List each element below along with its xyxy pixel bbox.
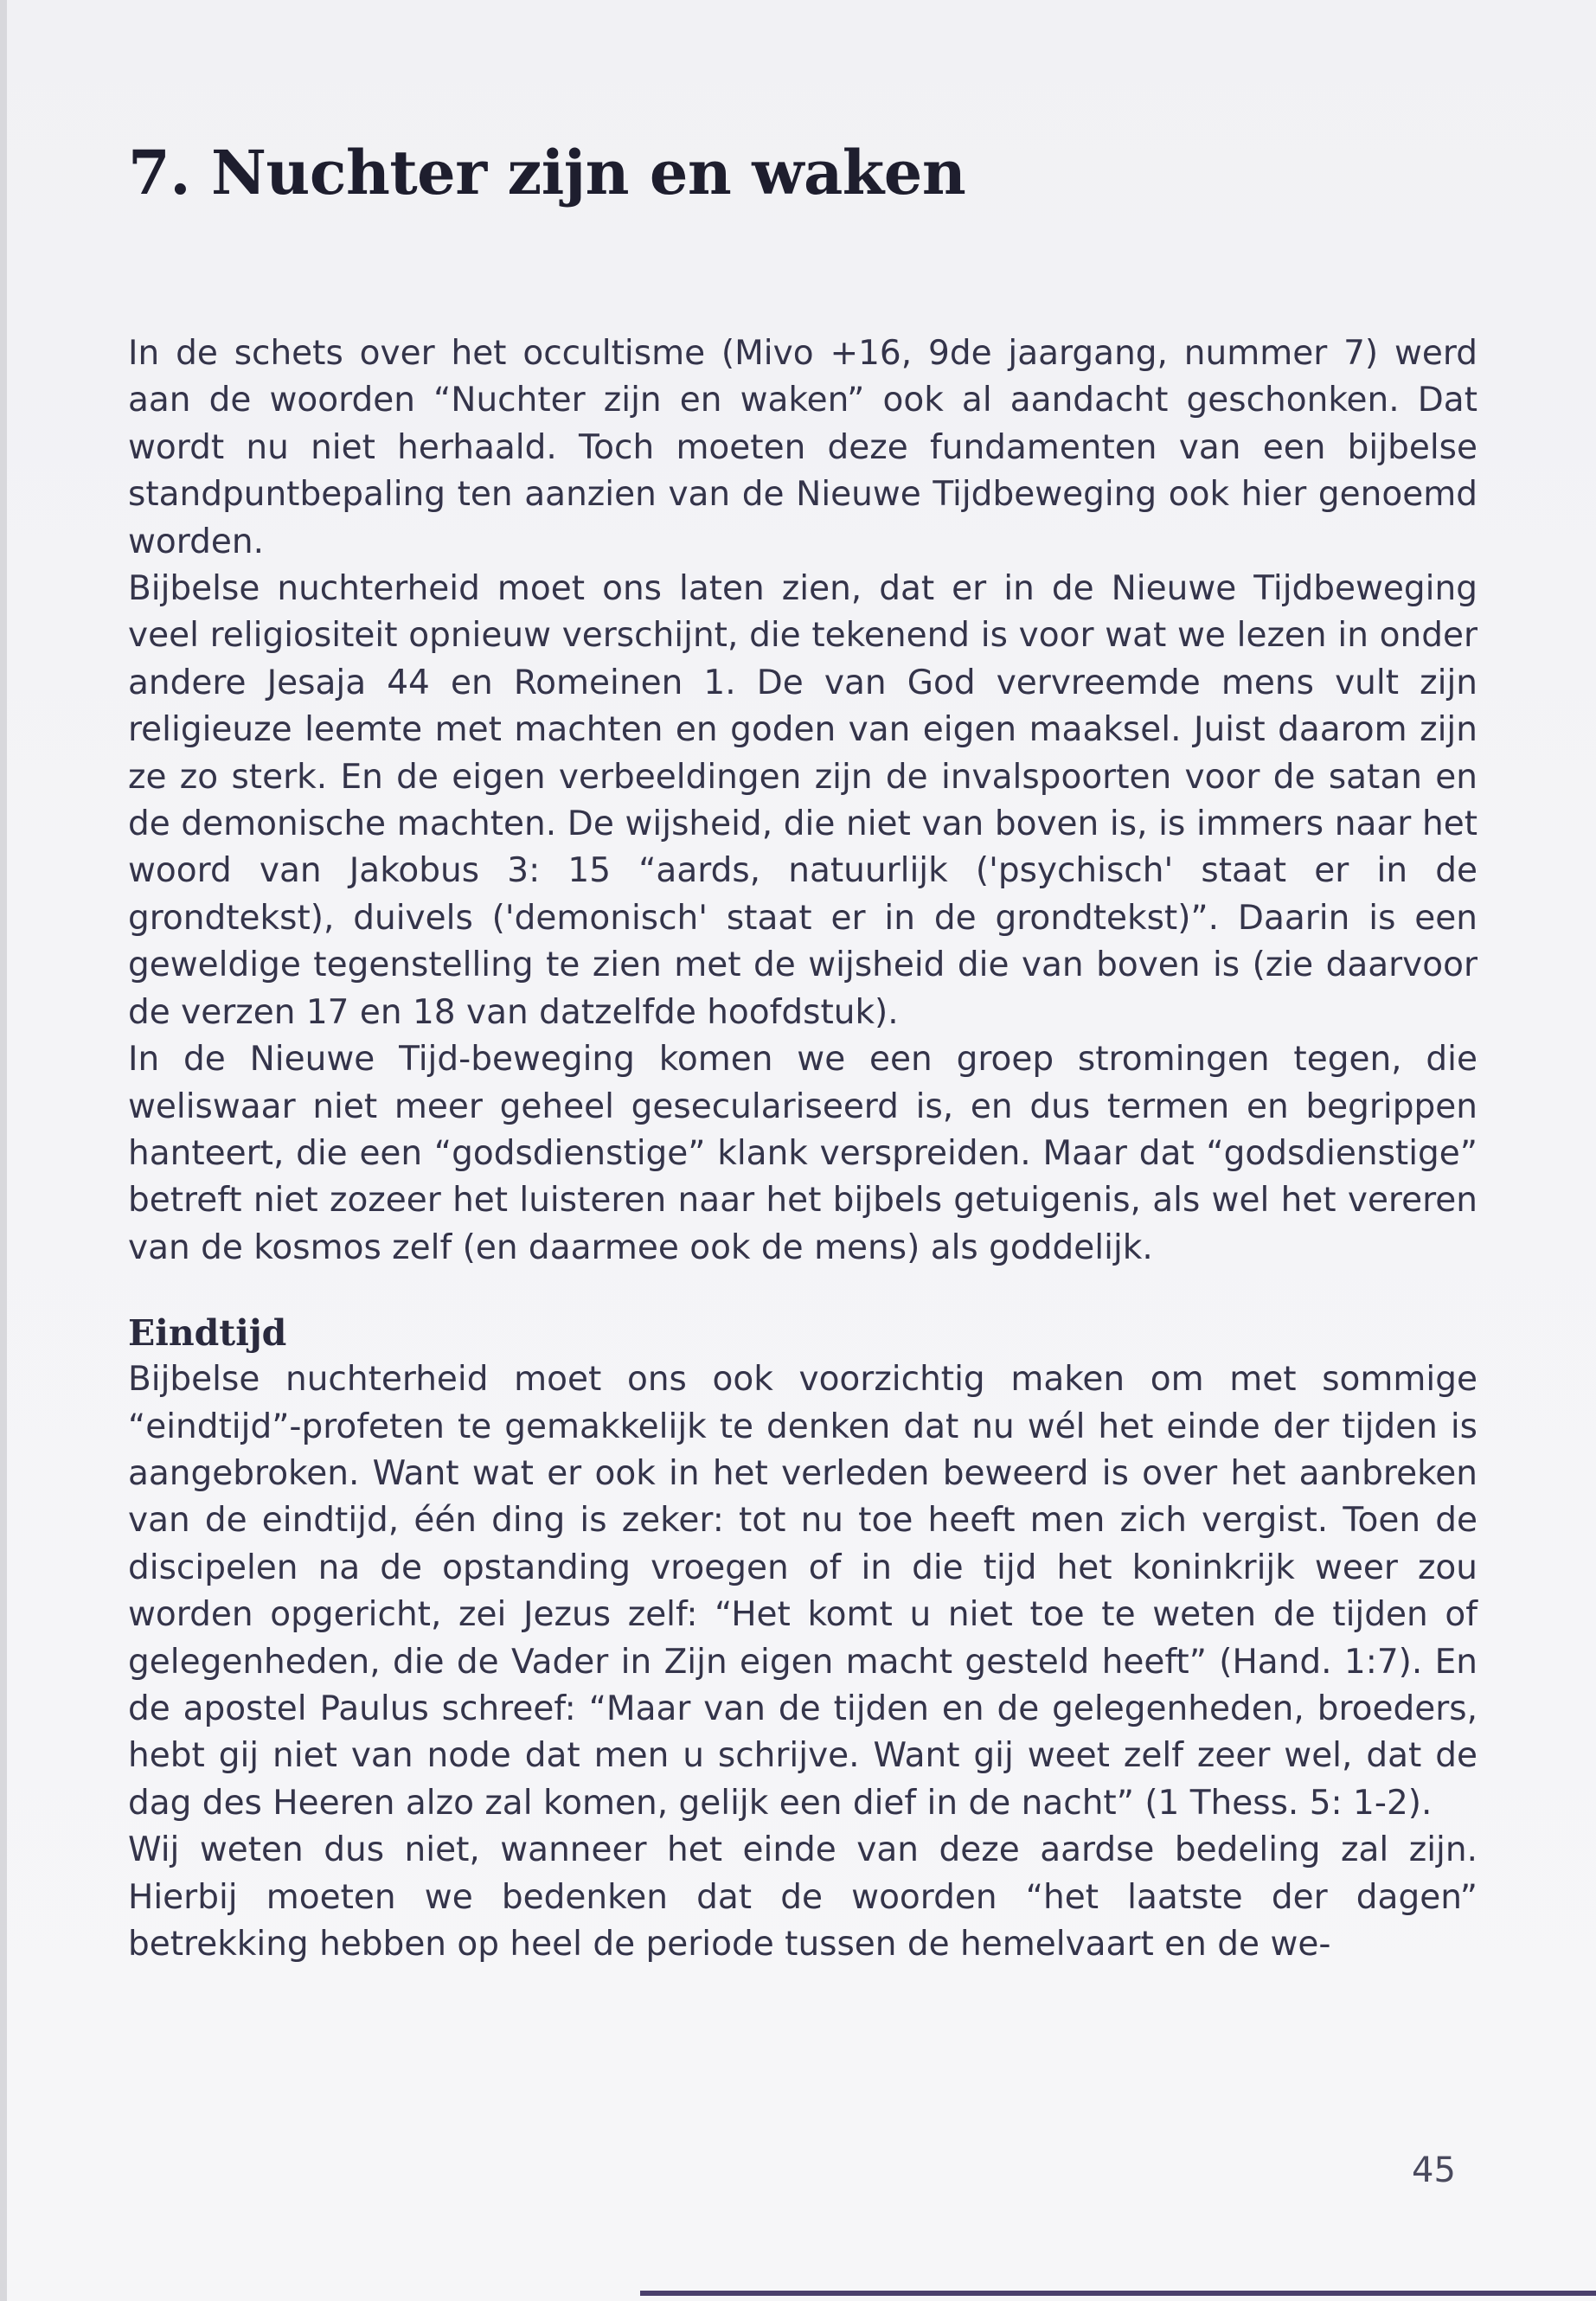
chapter-title: 7. Nuchter zijn en waken (128, 137, 966, 208)
page-left-edge (0, 0, 7, 2301)
page-number: 45 (1412, 2150, 1456, 2190)
section-heading-eindtijd: Eindtijd (128, 1312, 287, 1355)
paragraph-nieuwe-tijd: In de Nieuwe Tijd-beweging komen we een groep stromingen tegen, die weliswaar niet meer geheel geseculariseerd is, en dus termen en begrippen hanteert, die een “godsdienstige” klank verspreiden. Maar dat “godsdienstige” betreft niet zozeer het luisteren naar het bijbels getuigenis, als wel het vereren van de kosmos zelf (en daarmee ook de mens) als goddelijk. (128, 1040, 1477, 1267)
paragraph-einde-bedeling: Wij weten dus niet, wanneer het einde van deze aardse bedeling zal zijn. Hierbij moeten we bedenken dat de woorden “het laatste der dagen” betrekking hebben op heel de periode tussen de hemelvaart en de we- (128, 1830, 1477, 1964)
paragraph-nuchterheid: Bijbelse nuchterheid moet ons laten zien, dat er in de Nieuwe Tijdbeweging veel religiositeit opnieuw verschijnt, die tekenend is voor wat we lezen in onder andere Jesaja 44 en Romeinen 1. De van God vervreemde mens vult zijn religieuze leemte met machten en goden van eigen maaksel. Juist daarom zijn ze zo sterk. En de eigen verbeeldingen zijn de invalspoorten voor de satan en de demonische machten. De wijsheid, die niet van boven is, is immers naar het woord van Jakobus 3: 15 “aards, natuurlijk ('psychisch' staat er in de grondtekst), duivels ('demonisch' staat er in de grondtekst)”. Daarin is een geweldige tegenstelling te zien met de wijsheid die van boven is (zie daarvoor de verzen 17 en 18 van datzelfde hoofdstuk). (128, 569, 1477, 1032)
paragraph-occultisme: In de schets over het occultisme (Mivo +16, 9de jaargang, nummer 7) werd aan de woorden “Nuchter zijn en waken” ook al aandacht geschonken. Dat wordt nu niet herhaald. Toch moeten deze fundamenten van een bijbelse standpuntbepaling ten aanzien van de Nieuwe Tijdbeweging ook hier genoemd worden. (128, 334, 1477, 561)
bottom-rule (640, 2291, 1596, 2296)
paragraph-eindtijd-profeten: Bijbelse nuchterheid moet ons ook voorzichtig maken om met sommige “eindtijd”-profeten te gemakkelijk te denken dat nu wél het einde der tijden is aangebroken. Want wat er ook in het verleden beweerd is over het aanbreken van de eindtijd, één ding is zeker: tot nu toe heeft men zich vergist. Toen de discipelen na de opstanding vroegen of in die tijd het koninkrijk weer zou worden opgericht, zei Jezus zelf: “Het komt u niet toe te weten de tijden of gelegenheden, die de Vader in Zijn eigen macht gesteld heeft” (Hand. 1:7). En de apostel Paulus schreef: “Maar van de tijden en de gelegenheden, broeders, hebt gij niet van node dat men u schrijve. Want gij weet zelf zeer wel, dat de dag des Heeren alzo zal komen, gelijk een dief in de nacht” (1 Thess. 5: 1-2). (128, 1360, 1477, 1823)
body-text (128, 330, 1477, 1968)
